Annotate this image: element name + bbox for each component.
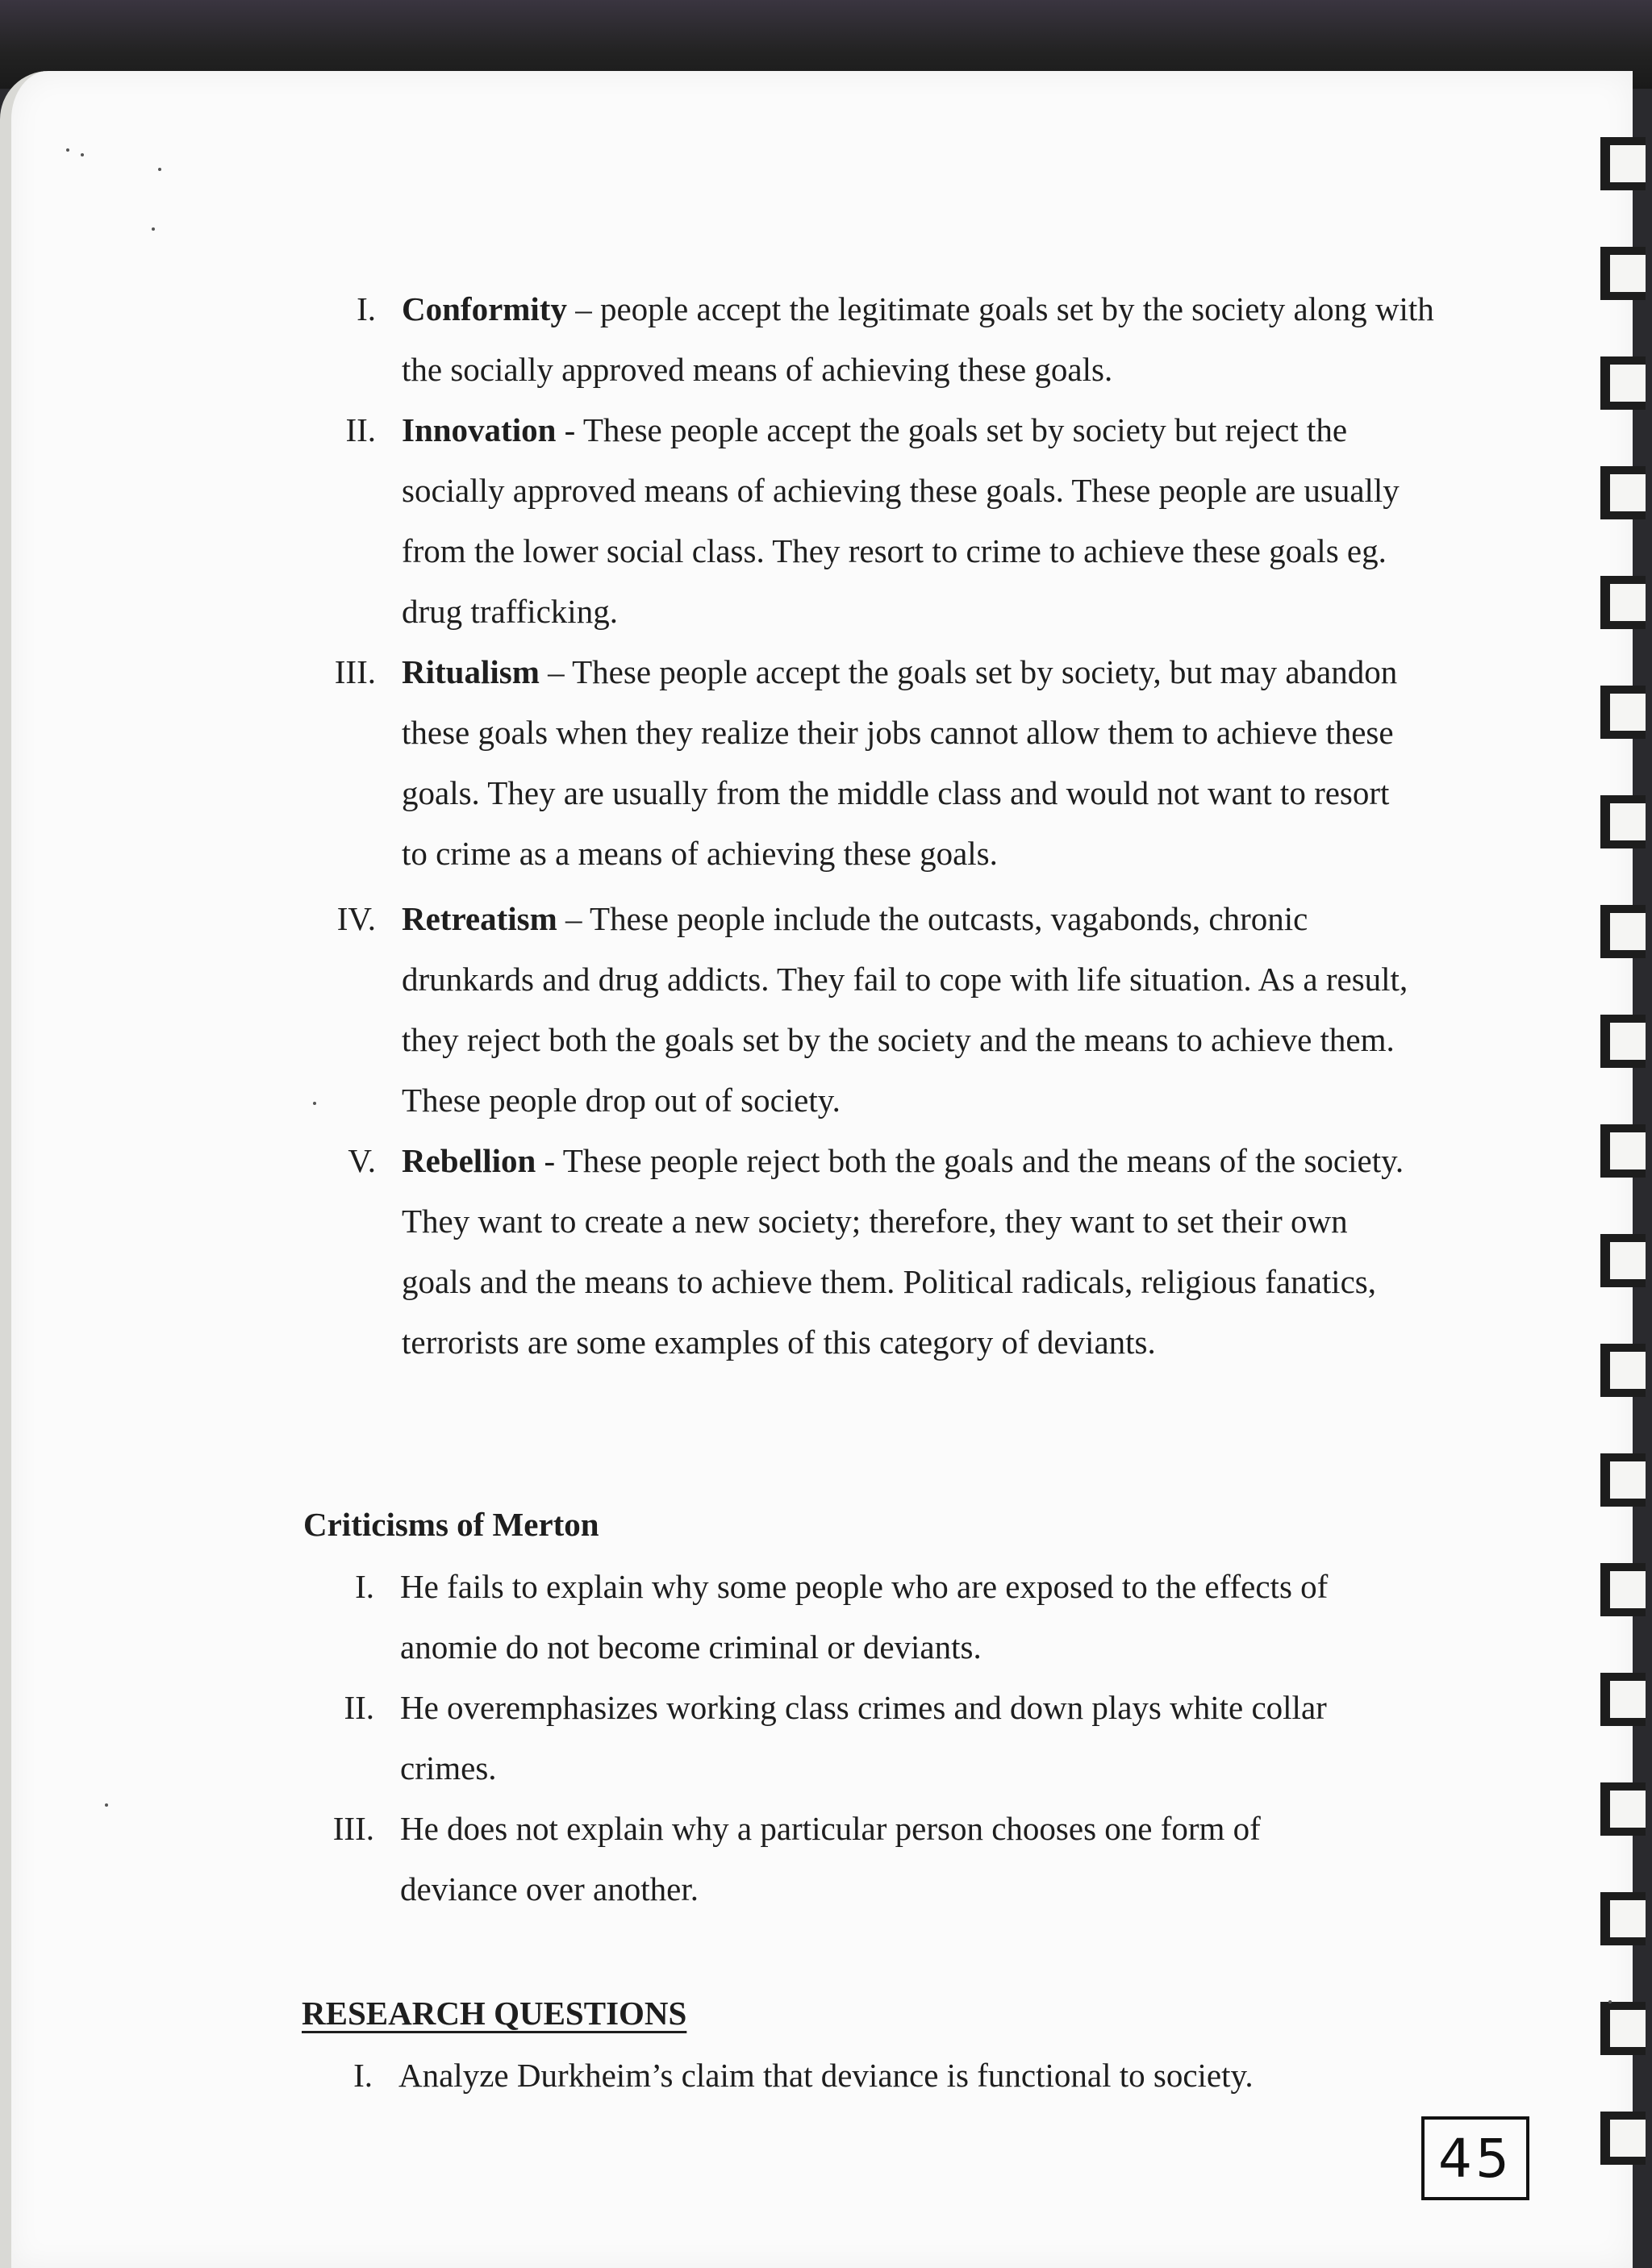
item-number: II. xyxy=(344,1689,374,1726)
merton-type-innovation xyxy=(345,400,1434,642)
merton-type-rebellion xyxy=(348,1131,1410,1373)
page-number: 45 xyxy=(1421,2116,1529,2200)
criticism-item xyxy=(344,1678,1416,1799)
item-term: Conformity xyxy=(402,290,567,327)
item-text: He overemphasizes working class crimes and down plays white collar crimes. xyxy=(400,1689,1327,1786)
item-term: Innovation xyxy=(402,411,557,448)
item-number: III. xyxy=(334,653,376,690)
item-term: Retreatism xyxy=(402,900,557,937)
merton-type-retreatism xyxy=(336,889,1410,1131)
item-term: Rebellion xyxy=(402,1142,536,1179)
item-number: I. xyxy=(357,290,376,327)
item-number: I. xyxy=(355,1568,374,1605)
item-text: – These people include the outcasts, vagabonds, chronic drunkards and drug addicts. They fail to cope with life situation. As a result, they reject both the goals set by the society and the means to achieve them. These people drop out of society. xyxy=(402,900,1408,1119)
item-text: - These people reject both the goals and the means of the society. They want to create a new society; therefore, they want to set their own goals and the means to achieve them. Political radicals, religious fanatics, terrorists are some examples of this category of deviants. xyxy=(402,1142,1404,1361)
item-text: – These people accept the goals set by society, but may abandon these goals when they realize their jobs cannot allow them to achieve these goals. They are usually from the middle class and would not want to resort to crime as a means of achieving these goals. xyxy=(402,653,1398,872)
item-number: III. xyxy=(332,1810,374,1847)
item-number: I. xyxy=(353,2057,373,2094)
item-number: V. xyxy=(348,1142,376,1179)
item-text: He does not explain why a particular person chooses one form of deviance over another. xyxy=(400,1810,1261,1907)
item-text: Analyze Durkheim’s claim that deviance is functional to society. xyxy=(398,2057,1254,2094)
criticism-item xyxy=(332,1799,1368,1920)
item-text: - These people accept the goals set by society but reject the socially approved means of achieving these goals. These people are usually from the lower social class. They resort to crime to achieve these goals eg. drug trafficking. xyxy=(402,411,1400,630)
criticisms-heading: Criticisms of Merton xyxy=(303,1506,599,1543)
item-term: Ritualism xyxy=(402,653,540,690)
item-number: IV. xyxy=(336,900,376,937)
item-number: II. xyxy=(345,411,376,448)
item-text: He fails to explain why some people who are exposed to the effects of anomie do not become criminal or deviants. xyxy=(400,1568,1329,1666)
research-questions-heading: RESEARCH QUESTIONS xyxy=(302,1995,687,2032)
item-text: – people accept the legitimate goals set by the society along with the socially approved means of achieving these goals. xyxy=(402,290,1434,388)
merton-type-conformity xyxy=(357,279,1450,400)
merton-type-ritualism xyxy=(334,642,1410,884)
criticism-item xyxy=(355,1557,1416,1678)
research-question-item xyxy=(353,2045,1447,2106)
